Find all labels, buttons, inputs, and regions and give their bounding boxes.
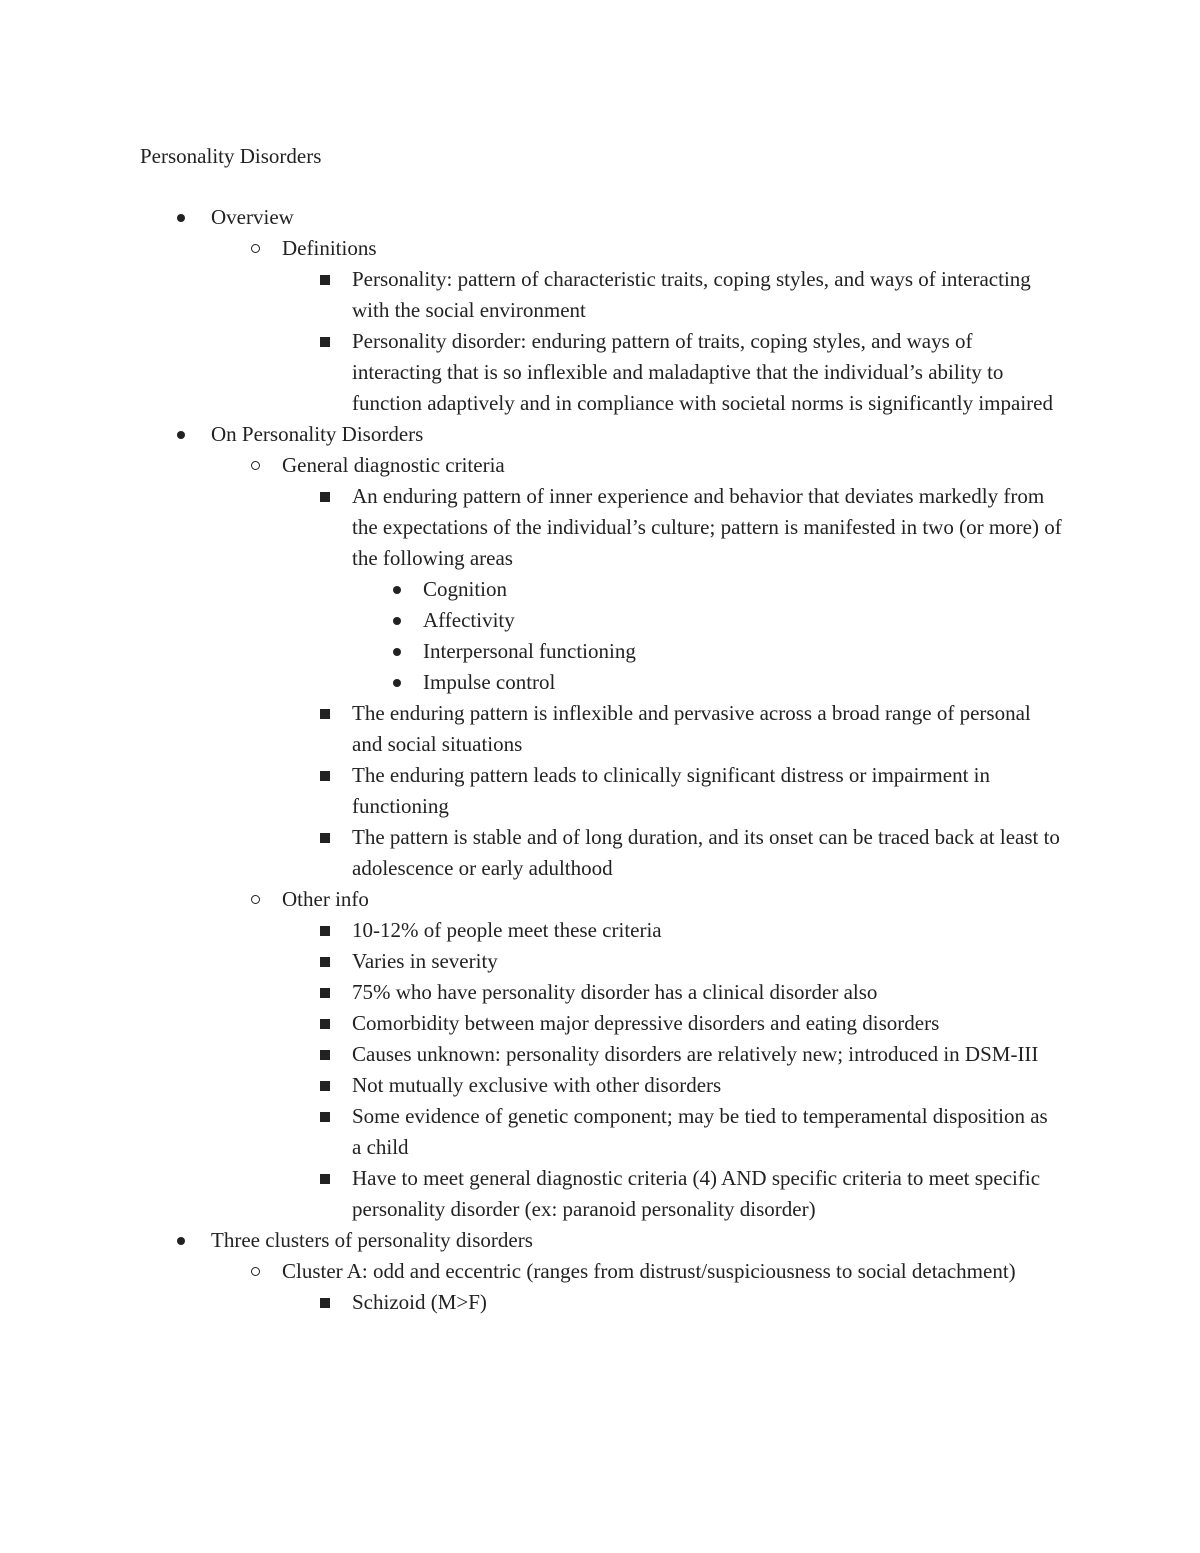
square-bullet-mark [320, 1050, 330, 1060]
disc-bullet-mark [177, 1237, 185, 1245]
circle-bullet-icon [248, 233, 262, 264]
square-bullet-mark [320, 988, 330, 998]
square-bullet-icon [318, 822, 332, 853]
outline-item-level-3 [0, 915, 1062, 946]
disc-bullet-icon [174, 419, 188, 450]
outline-item-text: Affectivity [423, 608, 515, 632]
outline-item-text: The enduring pattern leads to clinically significant distress or impairment in functioning [352, 763, 990, 818]
disc-bullet-icon [390, 574, 404, 605]
square-bullet-icon [318, 264, 332, 295]
circle-bullet-mark [251, 1267, 260, 1276]
outline-item-text: Other info [282, 887, 369, 911]
circle-bullet-mark [251, 461, 260, 470]
square-bullet-icon [318, 481, 332, 512]
outline-item-text: Personality: pattern of characteristic traits, coping styles, and ways of interacting with the social environment [352, 267, 1031, 322]
outline-item-level-3 [0, 326, 1062, 419]
outline-item-level-2 [0, 884, 1120, 915]
outline-item-text: Three clusters of personality disorders [211, 1228, 533, 1252]
outline-item-level-3 [0, 760, 1062, 822]
outline-item-level-3 [0, 977, 1062, 1008]
square-bullet-mark [320, 771, 330, 781]
outline-item-text: An enduring pattern of inner experience and behavior that deviates markedly from the expectations of the individual’s culture; pattern is manifested in two (or more) of the following areas [352, 484, 1062, 570]
outline-item-text: Definitions [282, 236, 377, 260]
disc-bullet-icon [390, 636, 404, 667]
outline-item-level-1 [0, 202, 1120, 233]
outline-item-text: Impulse control [423, 670, 556, 694]
outline-item-level-1 [0, 419, 1120, 450]
outline-item-level-3 [0, 1101, 1062, 1163]
square-bullet-icon [318, 1070, 332, 1101]
square-bullet-icon [318, 1008, 332, 1039]
disc-bullet-mark [393, 617, 401, 625]
outline-item-level-2 [0, 1256, 1120, 1287]
disc-bullet-mark [393, 648, 401, 656]
outline-item-level-2 [0, 450, 1120, 481]
square-bullet-mark [320, 492, 330, 502]
outline-item-text: General diagnostic criteria [282, 453, 505, 477]
outline-item-level-3 [0, 698, 1062, 760]
outline-item-text: 10-12% of people meet these criteria [352, 918, 662, 942]
square-bullet-mark [320, 1298, 330, 1308]
outline-item-text: The enduring pattern is inflexible and pervasive across a broad range of personal and social situations [352, 701, 1031, 756]
outline-item-level-3 [0, 264, 1062, 326]
outline-item-level-3 [0, 822, 1062, 884]
circle-bullet-icon [248, 1256, 262, 1287]
outline-item-text: Causes unknown: personality disorders are relatively new; introduced in DSM-III [352, 1042, 1039, 1066]
outline-list [0, 202, 1200, 1318]
square-bullet-icon [318, 760, 332, 791]
circle-bullet-icon [248, 884, 262, 915]
square-bullet-mark [320, 833, 330, 843]
square-bullet-mark [320, 1019, 330, 1029]
outline-item-text: Varies in severity [352, 949, 498, 973]
square-bullet-icon [318, 326, 332, 357]
outline-item-text: Some evidence of genetic component; may be tied to temperamental disposition as a child [352, 1104, 1048, 1159]
outline-item-text: Interpersonal functioning [423, 639, 636, 663]
square-bullet-icon [318, 915, 332, 946]
disc-bullet-mark [393, 679, 401, 687]
square-bullet-icon [318, 1101, 332, 1132]
outline-item-level-3 [0, 1039, 1062, 1070]
circle-bullet-mark [251, 895, 260, 904]
circle-bullet-mark [251, 244, 260, 253]
outline-item-level-3 [0, 946, 1062, 977]
outline-item-level-3 [0, 481, 1062, 574]
outline-item-text: 75% who have personality disorder has a clinical disorder also [352, 980, 878, 1004]
outline-item-text: Schizoid (M>F) [352, 1290, 487, 1314]
square-bullet-icon [318, 977, 332, 1008]
outline-item-level-4 [0, 636, 1062, 667]
outline-item-text: Comorbidity between major depressive disorders and eating disorders [352, 1011, 940, 1035]
outline-item-text: On Personality Disorders [211, 422, 424, 446]
disc-bullet-icon [174, 1225, 188, 1256]
circle-bullet-icon [248, 450, 262, 481]
disc-bullet-mark [393, 586, 401, 594]
document-title: Personality Disorders [140, 144, 322, 168]
outline-item-level-2 [0, 233, 1120, 264]
outline-item-text: Cognition [423, 577, 508, 601]
disc-bullet-mark [177, 431, 185, 439]
square-bullet-icon [318, 1163, 332, 1194]
square-bullet-icon [318, 1039, 332, 1070]
outline-item-text: Overview [211, 205, 294, 229]
square-bullet-mark [320, 1081, 330, 1091]
disc-bullet-icon [390, 667, 404, 698]
outline-item-level-3 [0, 1287, 1062, 1318]
square-bullet-icon [318, 946, 332, 977]
outline-item-text: Have to meet general diagnostic criteria (4) AND specific criteria to meet specific personality disorder (ex: paranoid personality disorder) [352, 1166, 1041, 1221]
square-bullet-icon [318, 1287, 332, 1318]
outline-item-level-3 [0, 1163, 1062, 1225]
outline-item-level-3 [0, 1070, 1062, 1101]
square-bullet-mark [320, 275, 330, 285]
disc-bullet-mark [177, 214, 185, 222]
outline-item-text: The pattern is stable and of long duration, and its onset can be traced back at least to adolescence or early adulthood [352, 825, 1060, 880]
outline-item-text: Personality disorder: enduring pattern of traits, coping styles, and ways of interacting that is so inflexible and maladaptive that the individual’s ability to function adaptively and in compliance with societal norms is significantly impaired [352, 329, 1053, 415]
disc-bullet-icon [390, 605, 404, 636]
square-bullet-mark [320, 926, 330, 936]
square-bullet-mark [320, 337, 330, 347]
outline-item-level-4 [0, 574, 1062, 605]
disc-bullet-icon [174, 202, 188, 233]
square-bullet-mark [320, 1174, 330, 1184]
square-bullet-mark [320, 957, 330, 967]
outline-item-text: Not mutually exclusive with other disorders [352, 1073, 722, 1097]
outline-item-level-3 [0, 1008, 1062, 1039]
square-bullet-mark [320, 1112, 330, 1122]
outline-item-text: Cluster A: odd and eccentric (ranges from distrust/suspiciousness to social detachment) [282, 1259, 1016, 1283]
square-bullet-icon [318, 698, 332, 729]
square-bullet-mark [320, 709, 330, 719]
outline-item-level-4 [0, 667, 1062, 698]
outline-item-level-1 [0, 1225, 1120, 1256]
outline-item-level-4 [0, 605, 1062, 636]
